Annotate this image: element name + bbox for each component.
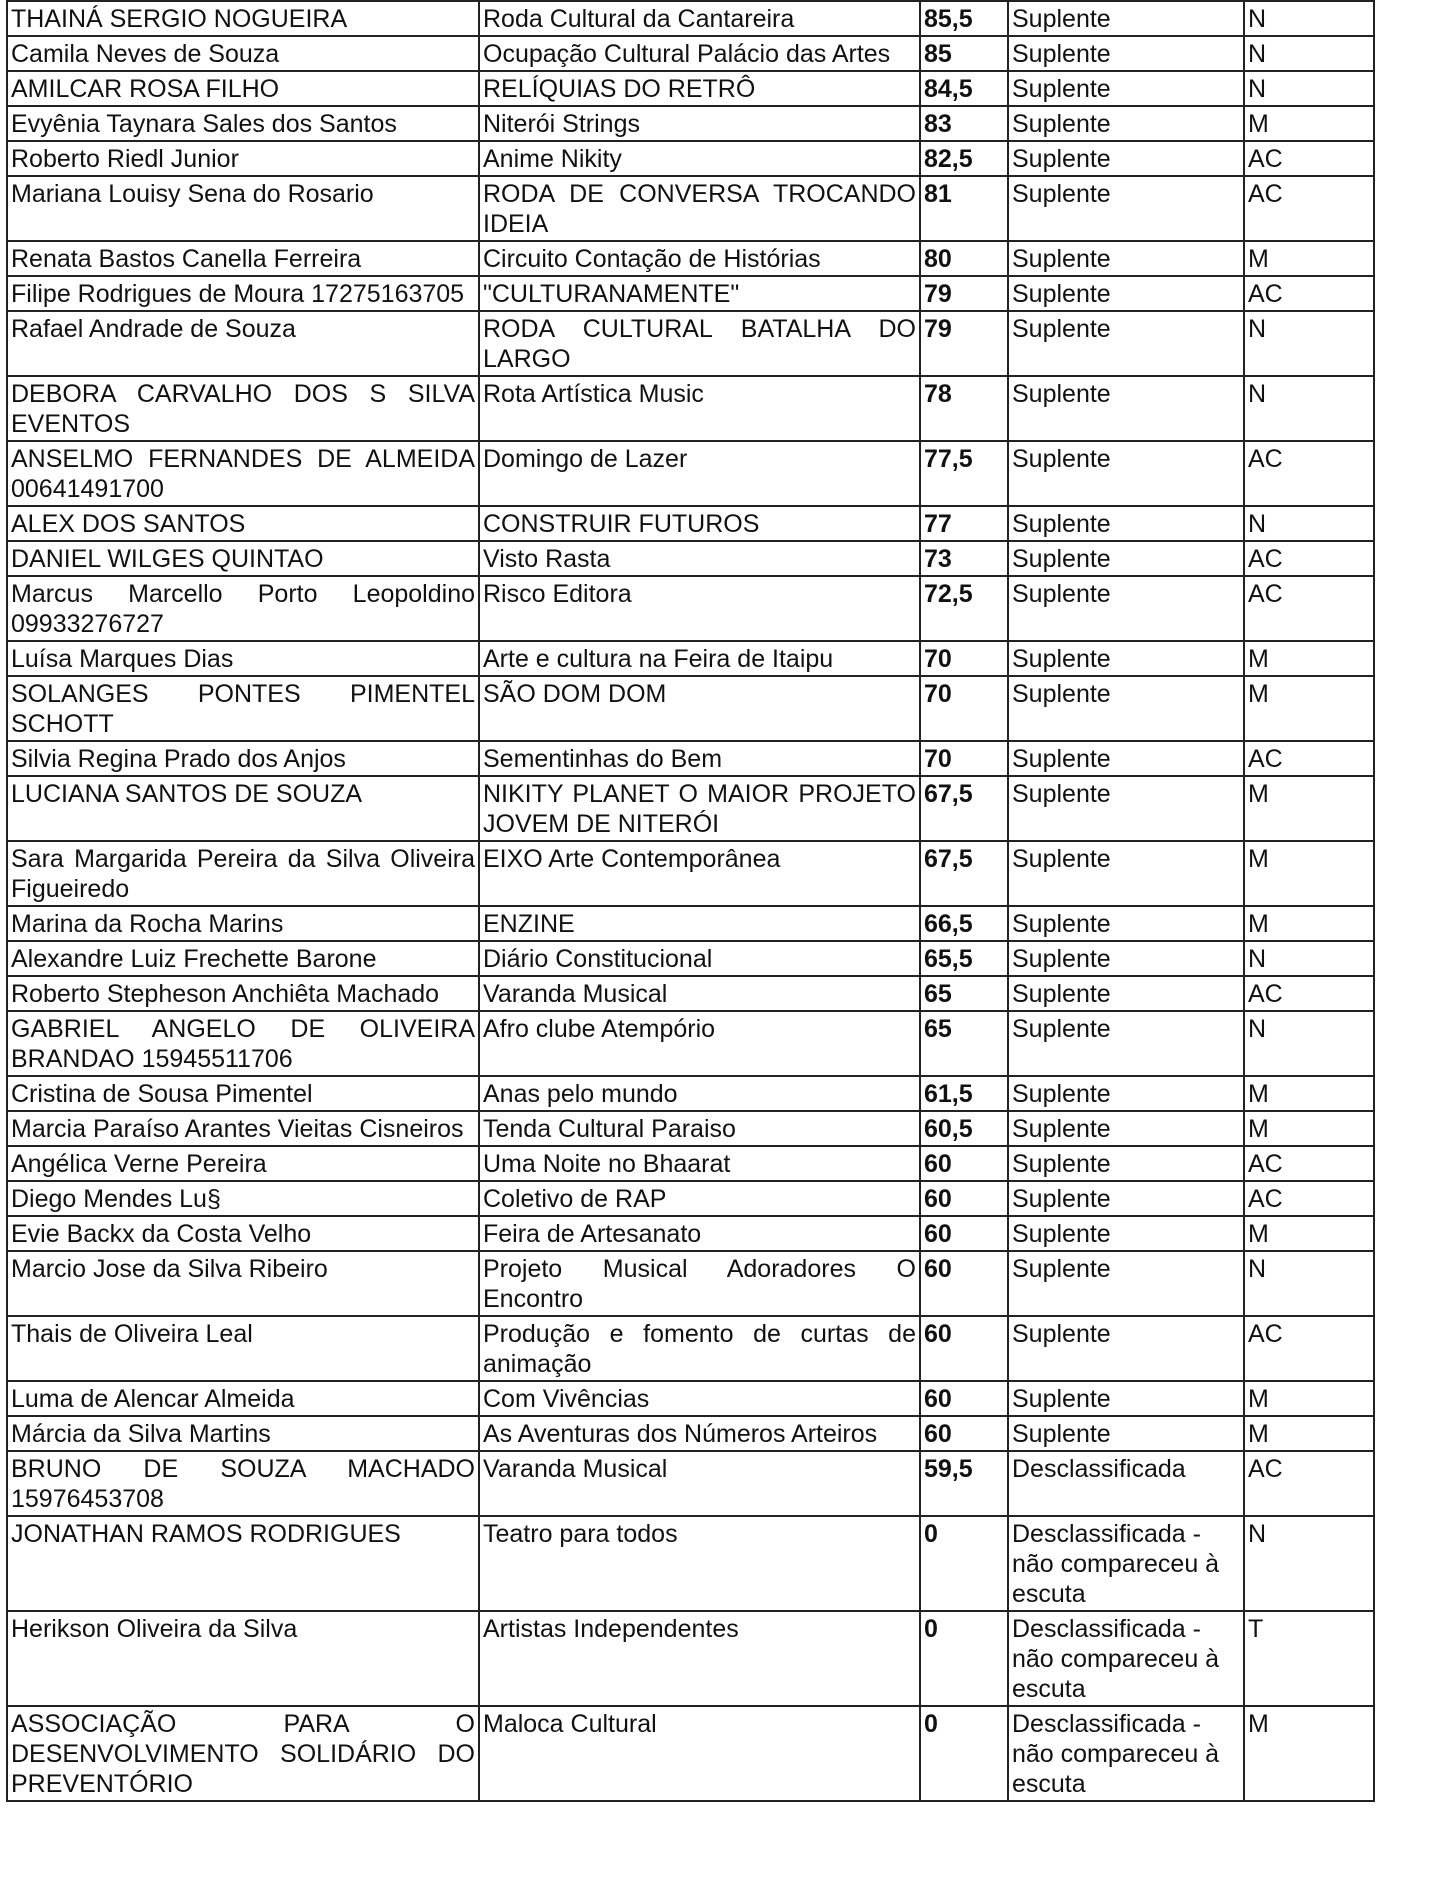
status-cell: Suplente bbox=[1008, 576, 1244, 641]
table-row bbox=[7, 641, 1374, 676]
score-cell: 60 bbox=[920, 1316, 1008, 1381]
status-cell: Suplente bbox=[1008, 1216, 1244, 1251]
status-cell: Suplente bbox=[1008, 1076, 1244, 1111]
results-table bbox=[6, 0, 1375, 1802]
category-cell: N bbox=[1244, 1011, 1374, 1076]
table-row bbox=[7, 1611, 1374, 1706]
name-cell: Camila Neves de Souza bbox=[7, 36, 479, 71]
name-cell: Renata Bastos Canella Ferreira bbox=[7, 241, 479, 276]
category-cell: AC bbox=[1244, 741, 1374, 776]
status-cell: Suplente bbox=[1008, 1011, 1244, 1076]
project-cell: Niterói Strings bbox=[479, 106, 920, 141]
project-cell: Projeto Musical Adoradores O Encontro bbox=[479, 1251, 920, 1316]
status-cell: Suplente bbox=[1008, 541, 1244, 576]
score-cell: 83 bbox=[920, 106, 1008, 141]
status-cell: Suplente bbox=[1008, 71, 1244, 106]
name-cell: GABRIEL ANGELO DE OLIVEIRA BRANDAO 15945511706 bbox=[7, 1011, 479, 1076]
table-row bbox=[7, 276, 1374, 311]
category-cell: N bbox=[1244, 1516, 1374, 1611]
table-row bbox=[7, 441, 1374, 506]
table-row bbox=[7, 841, 1374, 906]
status-cell: Suplente bbox=[1008, 176, 1244, 241]
score-cell: 60 bbox=[920, 1416, 1008, 1451]
name-cell: SOLANGES PONTES PIMENTEL SCHOTT bbox=[7, 676, 479, 741]
status-cell: Suplente bbox=[1008, 676, 1244, 741]
name-cell: Rafael Andrade de Souza bbox=[7, 311, 479, 376]
status-cell: Suplente bbox=[1008, 1316, 1244, 1381]
project-cell: Varanda Musical bbox=[479, 976, 920, 1011]
name-cell: Marcio Jose da Silva Ribeiro bbox=[7, 1251, 479, 1316]
score-cell: 78 bbox=[920, 376, 1008, 441]
status-cell: Suplente bbox=[1008, 941, 1244, 976]
status-cell: Suplente bbox=[1008, 841, 1244, 906]
name-cell: THAINÁ SERGIO NOGUEIRA bbox=[7, 1, 479, 36]
status-cell: Suplente bbox=[1008, 1146, 1244, 1181]
name-cell: BRUNO DE SOUZA MACHADO 15976453708 bbox=[7, 1451, 479, 1516]
category-cell: AC bbox=[1244, 541, 1374, 576]
table-row bbox=[7, 541, 1374, 576]
table-row bbox=[7, 141, 1374, 176]
score-cell: 65 bbox=[920, 976, 1008, 1011]
table-row bbox=[7, 176, 1374, 241]
name-cell: ALEX DOS SANTOS bbox=[7, 506, 479, 541]
table-row bbox=[7, 1416, 1374, 1451]
project-cell: Sementinhas do Bem bbox=[479, 741, 920, 776]
category-cell: AC bbox=[1244, 976, 1374, 1011]
table-row bbox=[7, 1516, 1374, 1611]
category-cell: AC bbox=[1244, 1316, 1374, 1381]
score-cell: 59,5 bbox=[920, 1451, 1008, 1516]
score-cell: 65 bbox=[920, 1011, 1008, 1076]
table-row bbox=[7, 506, 1374, 541]
score-cell: 70 bbox=[920, 676, 1008, 741]
score-cell: 61,5 bbox=[920, 1076, 1008, 1111]
project-cell: Anas pelo mundo bbox=[479, 1076, 920, 1111]
project-cell: CONSTRUIR FUTUROS bbox=[479, 506, 920, 541]
name-cell: DANIEL WILGES QUINTAO bbox=[7, 541, 479, 576]
project-cell: Uma Noite no Bhaarat bbox=[479, 1146, 920, 1181]
name-cell: JONATHAN RAMOS RODRIGUES bbox=[7, 1516, 479, 1611]
project-cell: Artistas Independentes bbox=[479, 1611, 920, 1706]
name-cell: Marcus Marcello Porto Leopoldino 09933276727 bbox=[7, 576, 479, 641]
status-cell: Suplente bbox=[1008, 741, 1244, 776]
score-cell: 73 bbox=[920, 541, 1008, 576]
project-cell: SÃO DOM DOM bbox=[479, 676, 920, 741]
project-cell: Ocupação Cultural Palácio das Artes bbox=[479, 36, 920, 71]
score-cell: 82,5 bbox=[920, 141, 1008, 176]
name-cell: Evie Backx da Costa Velho bbox=[7, 1216, 479, 1251]
project-cell: Varanda Musical bbox=[479, 1451, 920, 1516]
project-cell: EIXO Arte Contemporânea bbox=[479, 841, 920, 906]
project-cell: RODA DE CONVERSA TROCANDO IDEIA bbox=[479, 176, 920, 241]
table-row bbox=[7, 776, 1374, 841]
table-row bbox=[7, 71, 1374, 106]
table-row bbox=[7, 576, 1374, 641]
table-row bbox=[7, 1251, 1374, 1316]
category-cell: M bbox=[1244, 1706, 1374, 1801]
table-row bbox=[7, 1011, 1374, 1076]
score-cell: 60 bbox=[920, 1251, 1008, 1316]
table-row bbox=[7, 941, 1374, 976]
project-cell: As Aventuras dos Números Arteiros bbox=[479, 1416, 920, 1451]
score-cell: 67,5 bbox=[920, 776, 1008, 841]
project-cell: Tenda Cultural Paraiso bbox=[479, 1111, 920, 1146]
score-cell: 60 bbox=[920, 1216, 1008, 1251]
score-cell: 79 bbox=[920, 311, 1008, 376]
name-cell: Marina da Rocha Marins bbox=[7, 906, 479, 941]
score-cell: 67,5 bbox=[920, 841, 1008, 906]
status-cell: Suplente bbox=[1008, 36, 1244, 71]
category-cell: N bbox=[1244, 506, 1374, 541]
category-cell: AC bbox=[1244, 1181, 1374, 1216]
table-row bbox=[7, 36, 1374, 71]
table-row bbox=[7, 1216, 1374, 1251]
project-cell: Visto Rasta bbox=[479, 541, 920, 576]
project-cell: Feira de Artesanato bbox=[479, 1216, 920, 1251]
name-cell: ASSOCIAÇÃO PARA O DESENVOLVIMENTO SOLIDÁRIO DO PREVENTÓRIO bbox=[7, 1706, 479, 1801]
table-row bbox=[7, 376, 1374, 441]
name-cell: Evyênia Taynara Sales dos Santos bbox=[7, 106, 479, 141]
status-cell: Suplente bbox=[1008, 776, 1244, 841]
category-cell: M bbox=[1244, 1076, 1374, 1111]
table-row bbox=[7, 1111, 1374, 1146]
name-cell: Luísa Marques Dias bbox=[7, 641, 479, 676]
category-cell: N bbox=[1244, 36, 1374, 71]
table-row bbox=[7, 311, 1374, 376]
status-cell: Suplente bbox=[1008, 1381, 1244, 1416]
category-cell: N bbox=[1244, 376, 1374, 441]
score-cell: 80 bbox=[920, 241, 1008, 276]
score-cell: 0 bbox=[920, 1611, 1008, 1706]
category-cell: AC bbox=[1244, 576, 1374, 641]
score-cell: 79 bbox=[920, 276, 1008, 311]
score-cell: 60 bbox=[920, 1146, 1008, 1181]
category-cell: M bbox=[1244, 1416, 1374, 1451]
category-cell: T bbox=[1244, 1611, 1374, 1706]
project-cell: Maloca Cultural bbox=[479, 1706, 920, 1801]
category-cell: M bbox=[1244, 1111, 1374, 1146]
project-cell: Afro clube Atempório bbox=[479, 1011, 920, 1076]
category-cell: M bbox=[1244, 1381, 1374, 1416]
name-cell: Márcia da Silva Martins bbox=[7, 1416, 479, 1451]
score-cell: 72,5 bbox=[920, 576, 1008, 641]
status-cell: Suplente bbox=[1008, 311, 1244, 376]
category-cell: AC bbox=[1244, 1146, 1374, 1181]
status-cell: Suplente bbox=[1008, 376, 1244, 441]
status-cell: Suplente bbox=[1008, 976, 1244, 1011]
status-cell: Desclassificada - não compareceu à escuta bbox=[1008, 1706, 1244, 1801]
category-cell: M bbox=[1244, 676, 1374, 741]
status-cell: Suplente bbox=[1008, 506, 1244, 541]
score-cell: 66,5 bbox=[920, 906, 1008, 941]
project-cell: Circuito Contação de Histórias bbox=[479, 241, 920, 276]
name-cell: Diego Mendes Lu§ bbox=[7, 1181, 479, 1216]
status-cell: Suplente bbox=[1008, 441, 1244, 506]
category-cell: M bbox=[1244, 1216, 1374, 1251]
status-cell: Suplente bbox=[1008, 241, 1244, 276]
category-cell: M bbox=[1244, 776, 1374, 841]
category-cell: N bbox=[1244, 941, 1374, 976]
table-row bbox=[7, 1146, 1374, 1181]
project-cell: NIKITY PLANET O MAIOR PROJETO JOVEM DE NITERÓI bbox=[479, 776, 920, 841]
name-cell: Marcia Paraíso Arantes Vieitas Cisneiros bbox=[7, 1111, 479, 1146]
table-row bbox=[7, 1, 1374, 36]
status-cell: Suplente bbox=[1008, 276, 1244, 311]
table-row bbox=[7, 1181, 1374, 1216]
project-cell: Arte e cultura na Feira de Itaipu bbox=[479, 641, 920, 676]
table-row bbox=[7, 906, 1374, 941]
category-cell: N bbox=[1244, 1, 1374, 36]
project-cell: ENZINE bbox=[479, 906, 920, 941]
score-cell: 60 bbox=[920, 1381, 1008, 1416]
status-cell: Suplente bbox=[1008, 1, 1244, 36]
table-row bbox=[7, 1381, 1374, 1416]
category-cell: AC bbox=[1244, 276, 1374, 311]
score-cell: 65,5 bbox=[920, 941, 1008, 976]
name-cell: LUCIANA SANTOS DE SOUZA bbox=[7, 776, 479, 841]
category-cell: M bbox=[1244, 841, 1374, 906]
score-cell: 77 bbox=[920, 506, 1008, 541]
table-row bbox=[7, 1076, 1374, 1111]
name-cell: Luma de Alencar Almeida bbox=[7, 1381, 479, 1416]
status-cell: Suplente bbox=[1008, 1111, 1244, 1146]
category-cell: M bbox=[1244, 906, 1374, 941]
project-cell: Diário Constitucional bbox=[479, 941, 920, 976]
table-row bbox=[7, 1316, 1374, 1381]
project-cell: Com Vivências bbox=[479, 1381, 920, 1416]
project-cell: Domingo de Lazer bbox=[479, 441, 920, 506]
results-body bbox=[7, 1, 1374, 1801]
project-cell: "CULTURANAMENTE" bbox=[479, 276, 920, 311]
score-cell: 60 bbox=[920, 1181, 1008, 1216]
table-row bbox=[7, 241, 1374, 276]
score-cell: 0 bbox=[920, 1516, 1008, 1611]
score-cell: 70 bbox=[920, 641, 1008, 676]
name-cell: Silvia Regina Prado dos Anjos bbox=[7, 741, 479, 776]
status-cell: Suplente bbox=[1008, 1181, 1244, 1216]
project-cell: Coletivo de RAP bbox=[479, 1181, 920, 1216]
project-cell: RELÍQUIAS DO RETRÔ bbox=[479, 71, 920, 106]
score-cell: 84,5 bbox=[920, 71, 1008, 106]
name-cell: Sara Margarida Pereira da Silva Oliveira Figueiredo bbox=[7, 841, 479, 906]
project-cell: Anime Nikity bbox=[479, 141, 920, 176]
name-cell: Roberto Riedl Junior bbox=[7, 141, 479, 176]
project-cell: Teatro para todos bbox=[479, 1516, 920, 1611]
status-cell: Desclassificada bbox=[1008, 1451, 1244, 1516]
name-cell: Mariana Louisy Sena do Rosario bbox=[7, 176, 479, 241]
category-cell: AC bbox=[1244, 176, 1374, 241]
status-cell: Suplente bbox=[1008, 1416, 1244, 1451]
name-cell: Filipe Rodrigues de Moura 17275163705 bbox=[7, 276, 479, 311]
category-cell: M bbox=[1244, 106, 1374, 141]
category-cell: AC bbox=[1244, 1451, 1374, 1516]
name-cell: Alexandre Luiz Frechette Barone bbox=[7, 941, 479, 976]
score-cell: 81 bbox=[920, 176, 1008, 241]
name-cell: Cristina de Sousa Pimentel bbox=[7, 1076, 479, 1111]
category-cell: N bbox=[1244, 1251, 1374, 1316]
score-cell: 60,5 bbox=[920, 1111, 1008, 1146]
project-cell: Rota Artística Music bbox=[479, 376, 920, 441]
category-cell: N bbox=[1244, 311, 1374, 376]
name-cell: Angélica Verne Pereira bbox=[7, 1146, 479, 1181]
category-cell: M bbox=[1244, 241, 1374, 276]
score-cell: 85 bbox=[920, 36, 1008, 71]
name-cell: Thais de Oliveira Leal bbox=[7, 1316, 479, 1381]
status-cell: Desclassificada - não compareceu à escuta bbox=[1008, 1611, 1244, 1706]
score-cell: 0 bbox=[920, 1706, 1008, 1801]
table-row bbox=[7, 1706, 1374, 1801]
project-cell: Produção e fomento de curtas de animação bbox=[479, 1316, 920, 1381]
category-cell: N bbox=[1244, 71, 1374, 106]
table-row bbox=[7, 976, 1374, 1011]
table-row bbox=[7, 676, 1374, 741]
table-row bbox=[7, 106, 1374, 141]
project-cell: Roda Cultural da Cantareira bbox=[479, 1, 920, 36]
score-cell: 70 bbox=[920, 741, 1008, 776]
status-cell: Suplente bbox=[1008, 641, 1244, 676]
table-row bbox=[7, 1451, 1374, 1516]
project-cell: Risco Editora bbox=[479, 576, 920, 641]
name-cell: Roberto Stepheson Anchiêta Machado bbox=[7, 976, 479, 1011]
status-cell: Desclassificada - não compareceu à escuta bbox=[1008, 1516, 1244, 1611]
score-cell: 77,5 bbox=[920, 441, 1008, 506]
status-cell: Suplente bbox=[1008, 906, 1244, 941]
category-cell: AC bbox=[1244, 441, 1374, 506]
name-cell: AMILCAR ROSA FILHO bbox=[7, 71, 479, 106]
category-cell: M bbox=[1244, 641, 1374, 676]
status-cell: Suplente bbox=[1008, 1251, 1244, 1316]
project-cell: RODA CULTURAL BATALHA DO LARGO bbox=[479, 311, 920, 376]
name-cell: Herikson Oliveira da Silva bbox=[7, 1611, 479, 1706]
score-cell: 85,5 bbox=[920, 1, 1008, 36]
name-cell: ANSELMO FERNANDES DE ALMEIDA 00641491700 bbox=[7, 441, 479, 506]
table-row bbox=[7, 741, 1374, 776]
name-cell: DEBORA CARVALHO DOS S SILVA EVENTOS bbox=[7, 376, 479, 441]
category-cell: AC bbox=[1244, 141, 1374, 176]
status-cell: Suplente bbox=[1008, 141, 1244, 176]
status-cell: Suplente bbox=[1008, 106, 1244, 141]
